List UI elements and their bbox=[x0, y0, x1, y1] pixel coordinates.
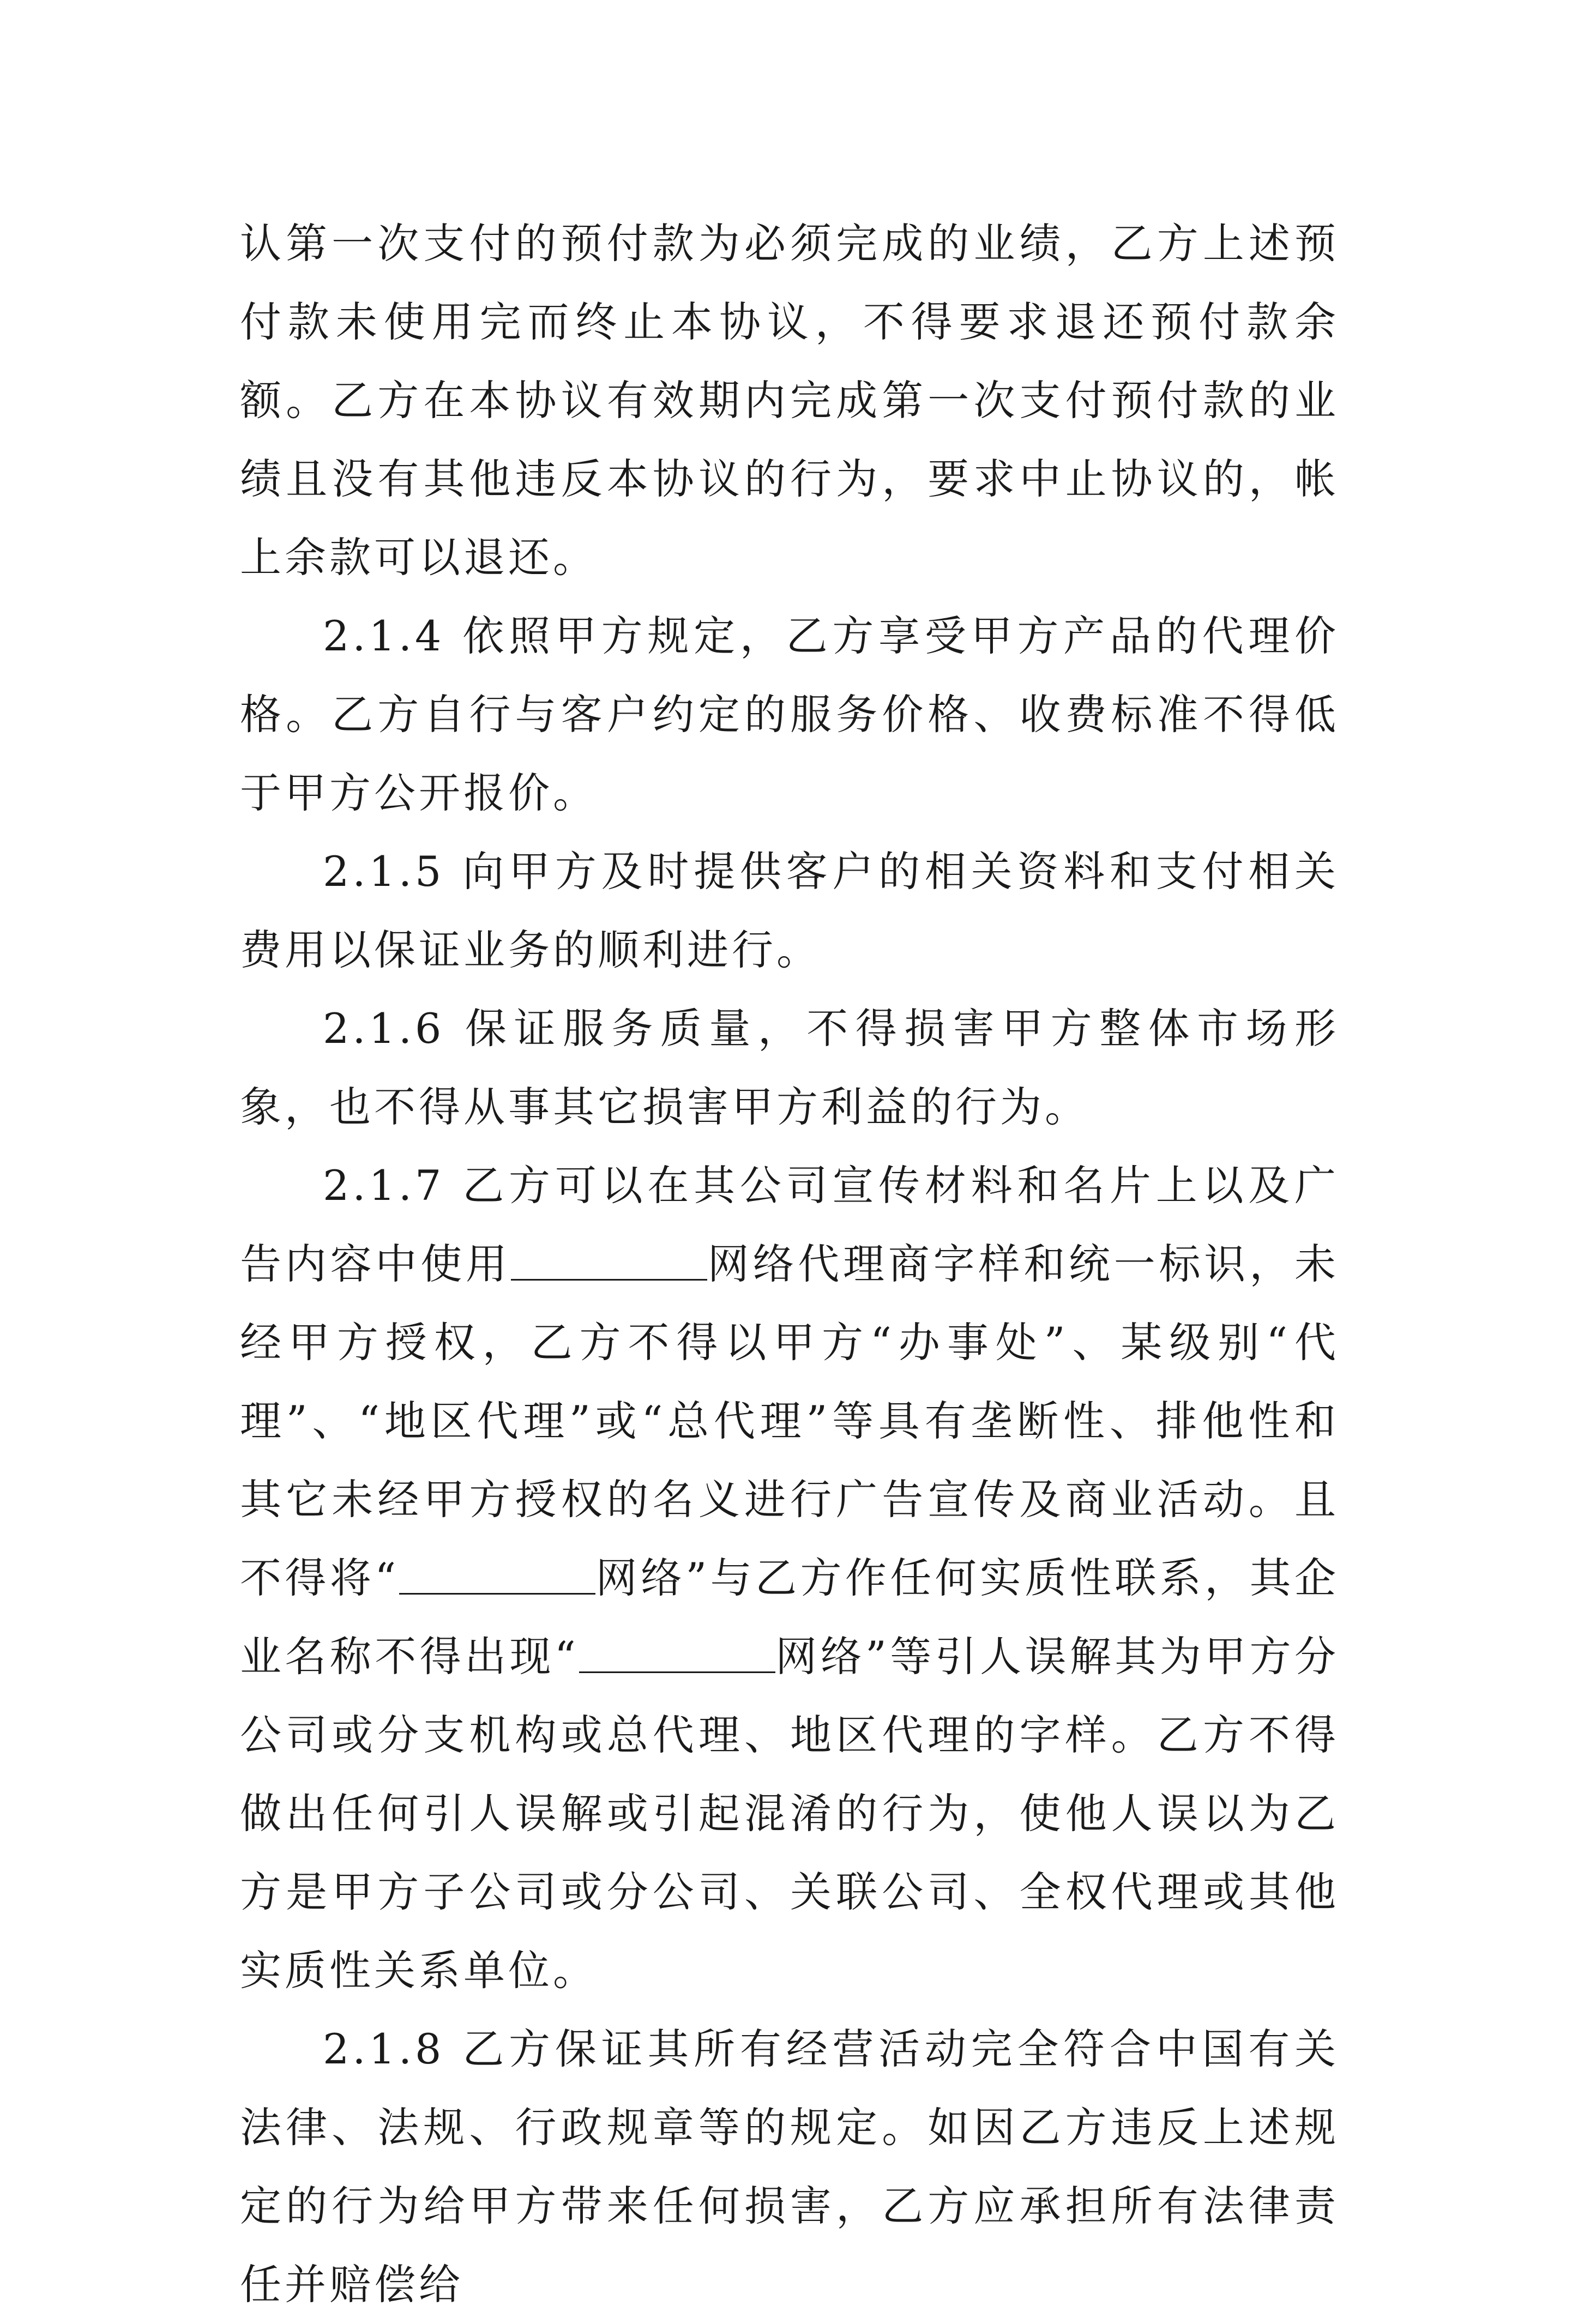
paragraph-2-1-7-segment-4: 网络”等引人误解其为甲方分公司或分支机构或总代理、地区代理的字样。乙方不得做出任何引人误解或引起混淆的行为，使他人误以为乙方是甲方子公司或分公司、关联公司、全权代理或其他实质性关系单位。 bbox=[240, 1632, 1340, 1995]
document-body bbox=[240, 204, 1339, 2324]
paragraph-2-1-7-segment-3: 网络”与乙方作任何实质性联系，其企业名称不得出现“ bbox=[240, 1554, 1340, 1681]
paragraph-2-1-5: 2.1.5 向甲方及时提供客户的相关资料和支付相关费用以保证业务的顺利进行。 bbox=[240, 847, 1339, 974]
paragraph-2-1-7 bbox=[240, 1146, 1339, 2010]
paragraph-2-1-6: 2.1.6 保证服务质量，不得损害甲方整体市场形象，也不得从事其它损害甲方利益的行为。 bbox=[240, 1004, 1339, 1131]
paragraph-2-1-7-segment-2: 网络代理商字样和统一标识，未经甲方授权，乙方不得以甲方“办事处”、某级别“代理”、“地区代理”或“总代理”等具有垄断性、排他性和其它未经甲方授权的名义进行广告宣传及商业活动。且不得将“ bbox=[240, 1240, 1340, 1602]
blank-underline-3 bbox=[579, 1639, 775, 1673]
blank-underline-1 bbox=[511, 1246, 707, 1281]
paragraph-2-1-8: 2.1.8 乙方保证其所有经营活动完全符合中国有关法律、法规、行政规章等的规定。如因乙方违反上述规定的行为给甲方带来任何损害，乙方应承担所有法律责任并赔偿给 bbox=[240, 2025, 1339, 2309]
paragraph-2-1-7-segment-1: 2.1.7 乙方可以在其公司宣传材料和名片上以及广告内容中使用 bbox=[240, 1161, 1339, 1288]
blank-underline-2 bbox=[399, 1560, 595, 1595]
paragraph-prepayment-continuation: 认第一次支付的预付款为必须完成的业绩，乙方上述预付款未使用完而终止本协议，不得要求退还预付款余额。乙方在本协议有效期内完成第一次支付预付款的业绩且没有其他违反本协议的行为，要求中止协议的，帐上余款可以退还。 bbox=[240, 219, 1339, 582]
paragraph-2-1-4: 2.1.4 依照甲方规定，乙方享受甲方产品的代理价格。乙方自行与客户约定的服务价格、收费标准不得低于甲方公开报价。 bbox=[240, 612, 1339, 817]
